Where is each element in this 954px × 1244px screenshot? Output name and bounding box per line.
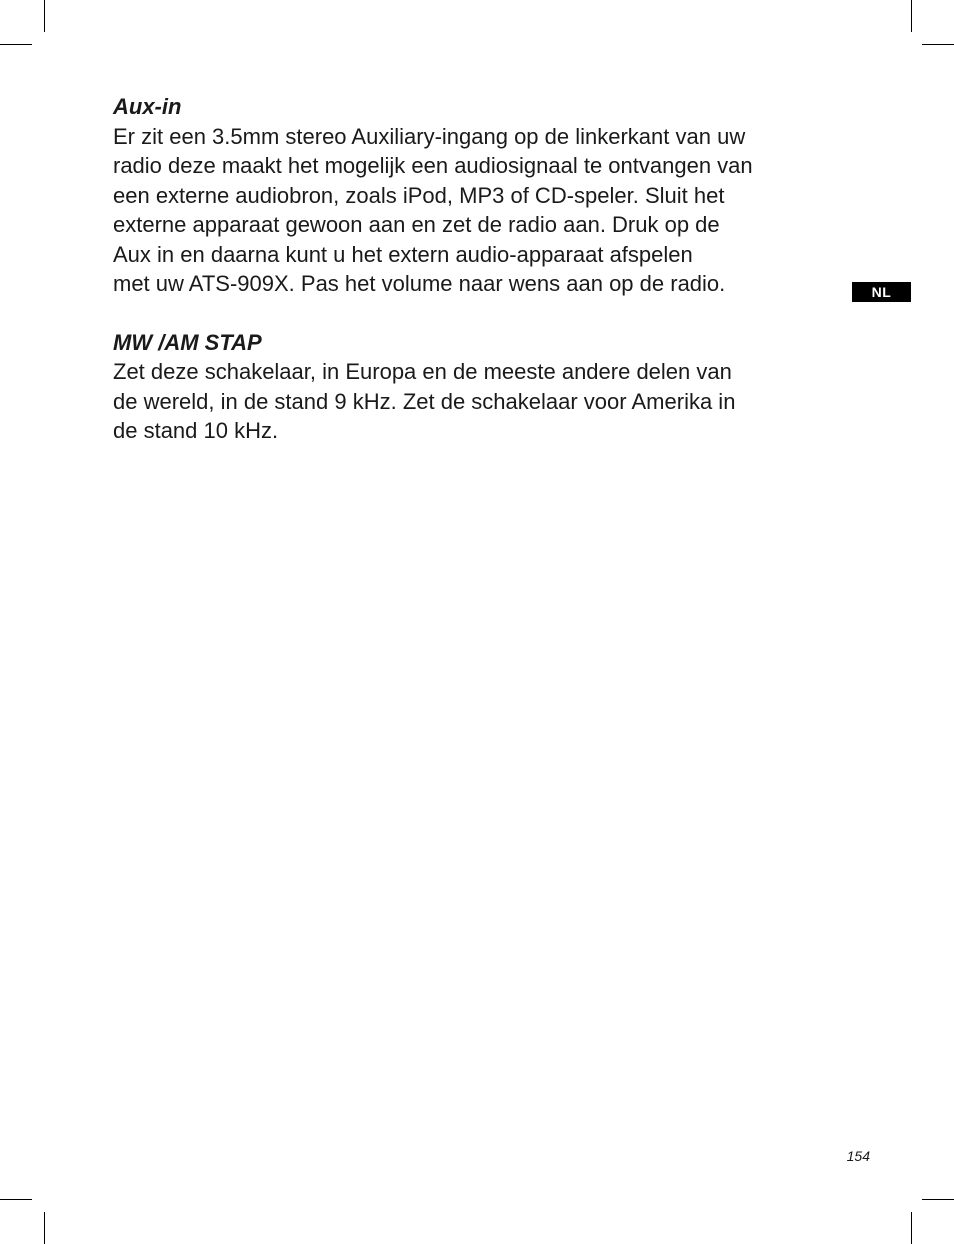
page-number: 154	[846, 1148, 870, 1164]
section-mw-am-step	[113, 328, 843, 446]
section-aux-in	[113, 92, 843, 299]
body-line: Zet deze schakelaar, in Europa en de meeste andere delen van	[113, 359, 732, 384]
page-content	[113, 92, 843, 446]
section-title-aux-in: Aux-in	[113, 94, 182, 119]
crop-mark-bottom-left-vertical	[44, 1212, 45, 1244]
crop-mark-top-left-horizontal	[0, 44, 32, 45]
crop-mark-bottom-right-vertical	[911, 1212, 912, 1244]
section-body-aux-in	[113, 122, 843, 299]
language-tab: NL	[852, 282, 911, 302]
body-line: radio deze maakt het mogelijk een audiosignaal te ontvangen van	[113, 153, 753, 178]
section-title-mw-am-step: MW /AM STAP	[113, 329, 262, 355]
body-line: externe apparaat gewoon aan en zet de radio aan. Druk op de	[113, 212, 720, 237]
body-line: de wereld, in de stand 9 kHz. Zet de schakelaar voor Amerika in	[113, 388, 736, 414]
crop-mark-bottom-left-horizontal	[0, 1199, 32, 1200]
crop-mark-top-right-vertical	[911, 0, 912, 32]
body-line: Aux in en daarna kunt u het extern audio-apparaat afspelen	[113, 241, 693, 267]
crop-mark-top-right-horizontal	[922, 44, 954, 45]
body-line: met uw ATS-909X. Pas het volume naar wens aan op de radio.	[113, 271, 726, 296]
body-line: een externe audiobron, zoals iPod, MP3 of CD-speler. Sluit het	[113, 182, 725, 208]
crop-mark-top-left-vertical	[44, 0, 45, 32]
body-line: Er zit een 3.5mm stereo Auxiliary-ingang op de linkerkant van uw	[113, 123, 746, 149]
crop-mark-bottom-right-horizontal	[922, 1199, 954, 1200]
section-spacer	[113, 299, 843, 328]
body-line: de stand 10 kHz.	[113, 418, 279, 443]
section-body-mw-am-step	[113, 357, 843, 446]
